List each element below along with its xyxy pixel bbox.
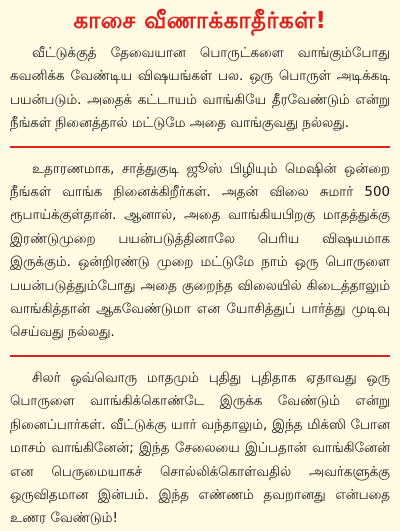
section-divider <box>10 355 390 357</box>
paragraph-3: சிலர் ஒவ்வொரு மாதமும் புதிது புதிதாக ஏதாவது ஒரு பொருளை வாங்கிக்கொண்டே இருக்க வேண்டும் என்று நினைப்பார்கள். வீட்டுக்கு யார் வந்தாலும், இந்த மிக்ஸி போன மாசம் வாங்கினேன்; இந்த சேலையை இப்பதான் வாங்கினேன் என பெருமையாகச் சொல்லிக்கொள்வதில் அவர்களுக்கு ஒருவிதமான இன்பம். இந்த எண்ணம் தவறானது என்பதை உணர வேண்டும்! <box>10 370 390 527</box>
paragraph-2: உதாரணமாக, சாத்துகுடி ஜூஸ் பிழியும் மெஷின் ஒன்றை நீங்கள் வாங்க நினைக்கிறீர்கள். அதன் விலை சுமார் 500 ரூபாய்க்குள்தான். ஆனால், அதை வாங்கியபிறகு மாதத்துக்கு இரண்டுமுறை பயன்படுத்தினாலே பெரிய விஷயமாக இருக்கும். ஒன்றிரண்டு முறை மட்டுமே நாம் ஒரு பொருளை பயன்படுத்தும்போது அதை குறைந்த விலையில் கிடைத்தாலும் வாங்கித்தான் ஆகவேண்டுமா என யோசித்துப் பார்த்து முடிவு செய்வது நல்லது. <box>10 161 390 341</box>
section-divider <box>10 146 390 148</box>
article-title: காசை வீணாக்காதீர்கள்! <box>73 8 327 34</box>
paragraph-1: வீட்டுக்குத் தேவையான பொருட்களை வாங்கும்போது கவனிக்க வேண்டிய விஷயங்கள் பல. ஒரு பொருள் அடிக்கடி பயன்படும். அதைக் கட்டாயம் வாங்கியே தீரவேண்டும் என்று நீங்கள் நினைத்தால் மட்டுமே அதை வாங்குவது நல்லது. <box>10 46 390 132</box>
